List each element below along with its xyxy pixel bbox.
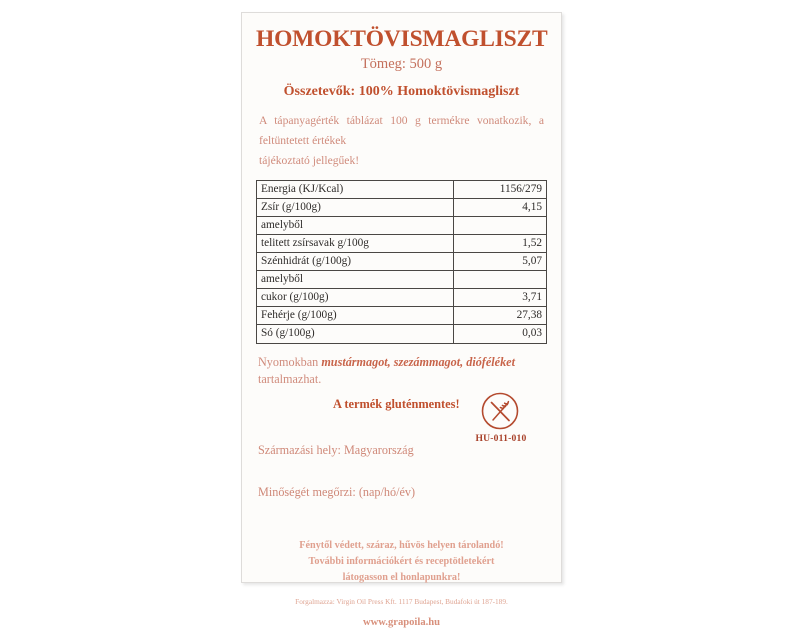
nutrient-name: Energia (KJ/Kcal): [257, 180, 454, 198]
table-row: [257, 252, 547, 270]
certification-code: HU-011-010: [475, 432, 527, 444]
website-link[interactable]: www.grapoila.hu: [362, 617, 441, 628]
nutrient-value: 5,07: [454, 252, 547, 270]
distributor-line: Forgalmazza: Virgin Oil Press Kft. 1117 Budapest, Budafoki út 187-189.: [295, 597, 508, 607]
product-title: HOMOKTÖVISMAGLISZT: [256, 26, 548, 52]
nutrition-note-tail: tájékoztató jellegűek!: [259, 154, 360, 168]
storage-line-3: látogasson el honlapunkra!: [342, 571, 461, 583]
nutrient-value: 0,03: [454, 325, 547, 343]
origin-line: Származási hely: Magyarország: [258, 442, 414, 457]
ingredients-line: Összetevők: 100% Homoktövismagliszt: [283, 83, 520, 99]
nutrient-name: telitett zsírsavak g/100g: [257, 234, 454, 252]
nutrient-name: Só (g/100g): [257, 325, 454, 343]
nutrient-value: 3,71: [454, 289, 547, 307]
storage-instructions: [256, 538, 547, 585]
nutrient-name: amelyből: [257, 271, 454, 289]
nutrient-value: 1156/279: [454, 180, 547, 198]
nutrient-name: cukor (g/100g): [257, 289, 454, 307]
table-row: [257, 198, 547, 216]
allergen-items: mustármagot, szezámmagot, dióféléket: [321, 354, 515, 369]
allergen-statement: [256, 354, 547, 389]
nutrition-note: [256, 111, 547, 172]
storage-line-1: Fénytől védett, száraz, hűvös helyen tárolandó!: [299, 539, 504, 551]
nutrient-value: 27,38: [454, 307, 547, 325]
best-before-line: Minőségét megőrzi: (nap/hó/év): [258, 484, 416, 499]
table-row: [257, 216, 547, 234]
nutrient-name: amelyből: [257, 216, 454, 234]
table-row: [257, 234, 547, 252]
nutrient-name: Szénhidrát (g/100g): [257, 252, 454, 270]
gluten-free-row: [256, 391, 547, 444]
allergen-tail: tartalmazhat.: [258, 372, 322, 387]
storage-line-2: További információkért és receptötletekért: [308, 555, 495, 567]
allergen-prefix: Nyomokban: [258, 354, 319, 369]
table-row: [257, 307, 547, 325]
nutrition-note-main: A tápanyagérték táblázat 100 g termékre vonatkozik, a feltüntetett értékek: [259, 113, 544, 147]
table-row: [257, 180, 547, 198]
nutrient-name: Zsír (g/100g): [257, 198, 454, 216]
nutrient-value: [454, 216, 547, 234]
nutrition-table: [256, 180, 547, 344]
product-label-panel: [241, 12, 562, 628]
nutrient-value: [454, 271, 547, 289]
product-weight: Tömeg: 500 g: [360, 55, 443, 72]
nutrient-value: 1,52: [454, 234, 547, 252]
table-row: [257, 289, 547, 307]
gluten-free-label: A termék gluténmentes!: [333, 396, 460, 411]
nutrient-value: 4,15: [454, 198, 547, 216]
nutrient-name: Fehérje (g/100g): [257, 307, 454, 325]
crossed-wheat-ear-icon: [480, 391, 520, 431]
table-row: [257, 325, 547, 343]
nutrition-table-body: [257, 180, 547, 343]
table-row: [257, 271, 547, 289]
